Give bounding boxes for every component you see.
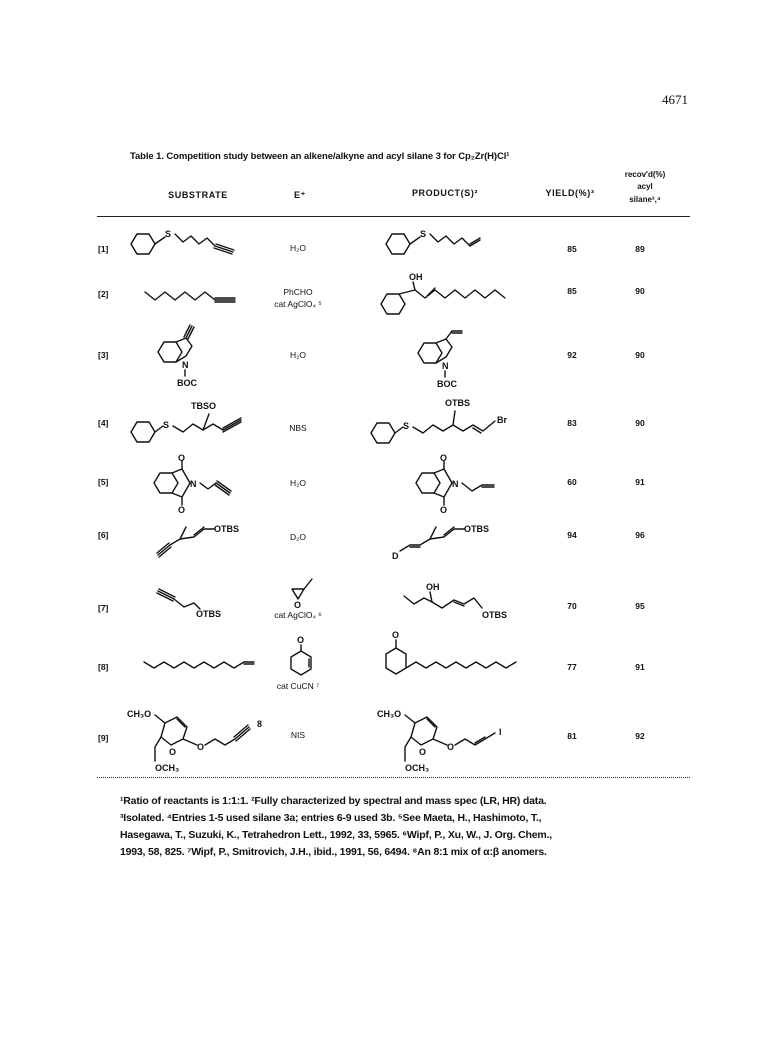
row-label: [9]	[98, 733, 109, 743]
electrophile: H₂O	[289, 478, 307, 488]
substrate-structure-3	[150, 318, 240, 390]
svg-text:D: D	[392, 551, 399, 561]
yield-value: 83	[567, 418, 577, 428]
recovered-value: 91	[635, 662, 645, 672]
header-rule	[97, 216, 690, 217]
svg-text:N: N	[442, 361, 449, 371]
header-electrophile: E⁺	[294, 190, 306, 200]
svg-text:OTBS: OTBS	[464, 524, 490, 534]
header-recovered-2: acyl	[637, 182, 653, 191]
electrophile: H₂O	[289, 350, 307, 360]
row-label: [2]	[98, 289, 109, 299]
svg-text:CH₃O: CH₃O	[377, 709, 402, 719]
svg-text:O: O	[392, 630, 400, 640]
page-number: 4671	[662, 92, 688, 107]
svg-text:O: O	[297, 635, 305, 645]
yield-value: 81	[567, 731, 577, 741]
svg-text:S: S	[163, 420, 170, 430]
recovered-value: 90	[635, 350, 645, 360]
product-structure-2	[375, 268, 525, 318]
footnotes	[120, 793, 700, 861]
substrate-structure-2	[140, 280, 250, 310]
svg-text:OTBS: OTBS	[445, 398, 471, 408]
svg-text:O: O	[178, 505, 186, 515]
svg-text:Br: Br	[497, 415, 508, 425]
recovered-value: 90	[635, 286, 645, 296]
header-yield: YIELD(%)³	[545, 188, 595, 198]
substrate-structure-8	[140, 650, 265, 675]
product-structure-1	[380, 222, 510, 262]
svg-text:O: O	[440, 505, 448, 515]
yield-value: 92	[567, 350, 577, 360]
svg-text:CH₃O: CH₃O	[127, 709, 152, 719]
electrophile: H₂O	[289, 243, 307, 253]
svg-text:O: O	[440, 453, 448, 463]
product-structure-4	[365, 395, 525, 447]
header-substrate: SUBSTRATE	[168, 190, 228, 200]
electrophile: cat CuCN ⁷	[276, 681, 320, 691]
svg-text:OCH₃: OCH₃	[405, 763, 430, 773]
recovered-value: 96	[635, 530, 645, 540]
epoxide-structure-7	[280, 575, 320, 610]
footnote-line: ³Isolated. ⁴Entries 1-5 used silane 3a; entries 6-9 used 3b. ⁵See Maeta, H., Hashimoto, T.,	[120, 812, 542, 824]
svg-text:O: O	[197, 742, 205, 752]
svg-text:OH: OH	[409, 272, 423, 282]
recovered-value: 92	[635, 731, 645, 741]
electrophile: NBS	[289, 423, 307, 433]
recovered-value: 89	[635, 244, 645, 254]
row-label: [4]	[98, 418, 109, 428]
svg-text:I: I	[499, 727, 502, 737]
svg-text:N: N	[452, 479, 459, 489]
svg-text:S: S	[420, 229, 427, 239]
svg-text:OCH₃: OCH₃	[155, 763, 180, 773]
electrophile: PhCHO	[283, 287, 313, 297]
cyclohexenone-structure-8	[285, 635, 325, 680]
svg-text:OTBS: OTBS	[482, 610, 508, 620]
svg-text:S: S	[403, 421, 410, 431]
row-label: [8]	[98, 662, 109, 672]
electrophile: cat AgClO₄ ⁶	[274, 610, 322, 620]
electrophile-condition: cat AgClO₄ ⁵	[274, 299, 322, 309]
svg-text:O: O	[294, 600, 302, 610]
svg-text:O: O	[178, 453, 186, 463]
substrate-structure-7	[150, 585, 260, 620]
row-label: [7]	[98, 603, 109, 613]
yield-value: 94	[567, 530, 577, 540]
svg-text:TBSO: TBSO	[191, 401, 217, 411]
product-structure-3	[410, 325, 500, 391]
yield-value: 85	[567, 286, 577, 296]
product-structure-6	[390, 515, 510, 563]
svg-text:8: 8	[257, 719, 263, 729]
recovered-value: 95	[635, 601, 645, 611]
table-bottom-rule	[97, 777, 690, 778]
substrate-structure-4	[125, 398, 255, 446]
row-label: [3]	[98, 350, 109, 360]
product-structure-7	[400, 582, 530, 622]
row-label: [6]	[98, 530, 109, 540]
svg-text:BOC: BOC	[177, 378, 197, 388]
footnote-line: 1993, 58, 825. ⁷Wipf, P., Smitrovich, J.H., ibid., 1991, 56, 6494. ⁸An 8:1 mix of α:β anomers.	[120, 846, 547, 858]
product-structure-9	[375, 705, 535, 775]
row-label: [1]	[98, 244, 109, 254]
yield-value: 77	[567, 662, 577, 672]
svg-text:N: N	[190, 479, 197, 489]
yield-value: 70	[567, 601, 577, 611]
svg-text:BOC: BOC	[437, 379, 457, 389]
substrate-structure-6	[150, 515, 260, 563]
svg-text:S: S	[165, 229, 172, 239]
electrophile: D₂O	[289, 532, 307, 542]
header-recovered-1: recov'd(%)	[624, 170, 666, 179]
footnote-line: ¹Ratio of reactants is 1:1:1. ²Fully characterized by spectral and mass spec (LR, HR) data.	[120, 795, 547, 807]
header-products: PRODUCT(S)²	[411, 188, 479, 198]
header-recovered-3: silane³,⁴	[629, 195, 661, 204]
yield-value: 85	[567, 244, 577, 254]
svg-text:O: O	[447, 742, 455, 752]
svg-text:OTBS: OTBS	[196, 609, 222, 619]
product-structure-5	[410, 455, 520, 515]
electrophile: NIS	[290, 730, 306, 740]
footnote-line: Hasegawa, T., Suzuki, K., Tetrahedron Lett., 1992, 33, 5965. ⁶Wipf, P., Xu, W., J. Org. Chem.,	[120, 829, 552, 841]
svg-text:OH: OH	[426, 582, 440, 592]
recovered-value: 90	[635, 418, 645, 428]
svg-text:O: O	[169, 747, 177, 757]
svg-text:OTBS: OTBS	[214, 524, 240, 534]
substrate-structure-1	[125, 222, 245, 262]
svg-text:O: O	[419, 747, 427, 757]
substrate-structure-9	[125, 705, 285, 775]
yield-value: 60	[567, 477, 577, 487]
table-caption: Table 1. Competition study between an alkene/alkyne and acyl silane 3 for Cp₂Zr(H)Cl¹	[130, 151, 510, 162]
product-structure-8	[380, 630, 530, 690]
substrate-structure-5	[148, 455, 248, 515]
svg-text:N: N	[182, 360, 189, 370]
row-label: [5]	[98, 477, 109, 487]
recovered-value: 91	[635, 477, 645, 487]
